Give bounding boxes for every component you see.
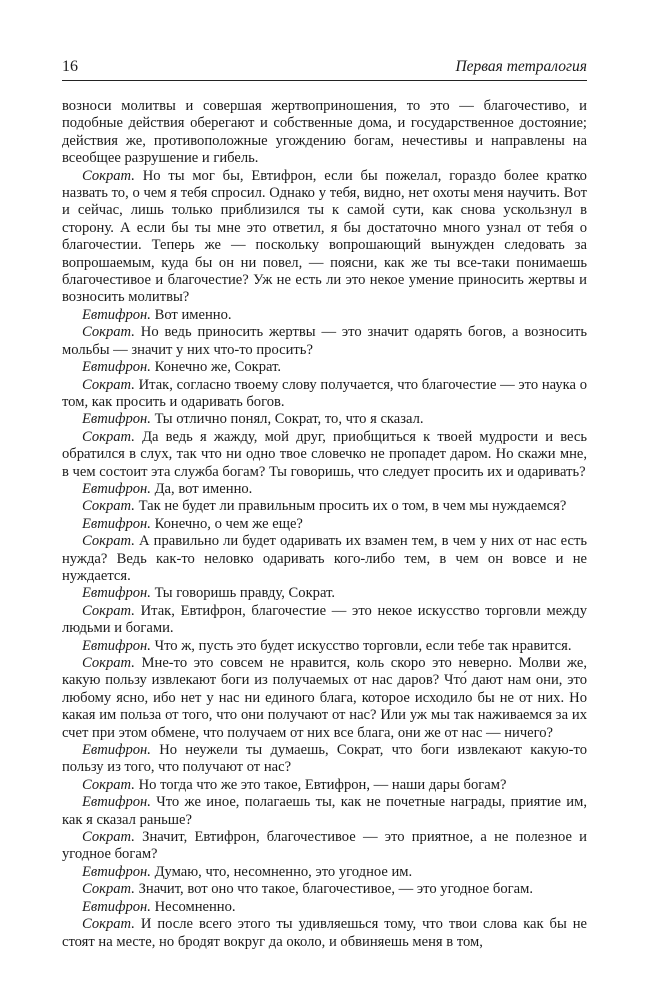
paragraph-text: Вот именно.	[154, 306, 232, 323]
paragraph-text: Да ведь я жажду, мой друг, приобщиться к твоей мудрости и весь обратился в слух, так что ни одно твое словечко не пропадет даром. Но скажи мне, в чем состоит эта служба богам? Ты говоришь, что следует просить их и одаривать?	[62, 428, 587, 480]
dialogue-paragraph	[62, 603, 587, 638]
paragraph-text: Ты говоришь правду, Сократ.	[154, 585, 336, 602]
paragraph-text: Что же иное, полагаешь ты, как не почетные награды, приятие им, как я сказал раньше?	[62, 794, 587, 828]
paragraph-text: Конечно же, Сократ.	[154, 359, 282, 376]
dialogue-paragraph	[62, 794, 587, 829]
paragraph-text: Но ты мог бы, Евтифрон, если бы пожелал, гораздо более кратко назвать то, о чем я тебя спросил. Однако у тебя, видно, нет охоты меня научить. Вот и сейчас, лишь только приблизился ты к самой сути, как снова ускользнул в сторону. А если бы ты мне это ответил, я бы достаточно много узнал от тебя о благочестии. Теперь же — поскольку вопрошающий вынужден следовать за вопрошаемым, куда бы он ни повел, — поясни, как же ты все-таки понимаешь благочестивое и благочестие? Уж не есть ли это некое умение приносить жертвы и возносить молитвы?	[62, 167, 587, 306]
dialogue-paragraph	[62, 742, 587, 777]
dialogue-paragraph	[62, 377, 587, 412]
running-head	[62, 56, 587, 81]
paragraph-text: Мне-то это совсем не нравится, коль скоро это неверно. Молви же, какую пользу извлекают боги из получаемых от нас даров? Что́ дают нам они, это любому ясно, ибо нет у нас ни единого блага, которое исходило бы не от них. Но какая им польза от того, что они получают от нас? Или уж мы так наживаемся за их счет при этом обмене, что получаем от них все блага, они же от нас — ничего?	[62, 655, 587, 741]
speaker-name: Сократ.	[82, 602, 135, 619]
dialogue-paragraph	[62, 411, 587, 428]
dialogue-paragraph	[62, 777, 587, 794]
speaker-name: Евтифрон.	[82, 480, 151, 497]
section-title: Первая тетралогия	[455, 58, 587, 75]
paragraph-text: Думаю, что, несомненно, это угодное им.	[154, 863, 413, 880]
dialogue-paragraph	[62, 638, 587, 655]
speaker-name: Евтифрон.	[82, 863, 151, 880]
paragraph-text: И после всего этого ты удивляешься тому, что твои слова как бы не стоят на месте, но бродят вокруг да около, и обвиняешь меня в том,	[62, 916, 587, 950]
page-number: 16	[62, 58, 78, 75]
dialogue-paragraph	[62, 324, 587, 359]
paragraph-text: Конечно, о чем же еще?	[154, 515, 303, 532]
speaker-name: Сократ.	[82, 533, 135, 550]
paragraph-text: Что ж, пусть это будет искусство торговли, если тебе так нравится.	[154, 637, 572, 654]
paragraph-text: Итак, Евтифрон, благочестие — это некое искусство торговли между людьми и богами.	[62, 602, 587, 637]
speaker-name: Сократ.	[82, 881, 135, 898]
speaker-name: Евтифрон.	[82, 306, 151, 323]
speaker-name: Сократ.	[82, 324, 135, 341]
dialogue-paragraph	[62, 533, 587, 585]
speaker-name: Сократ.	[82, 376, 135, 393]
paragraph-text: А правильно ли будет одаривать их взамен тем, в чем у них от нас есть нужда? Ведь как-то неловко одаривать кого-либо тем, в чем он вовсе и не нуждается.	[62, 533, 587, 584]
speaker-name: Сократ.	[82, 428, 135, 445]
dialogue-paragraph	[62, 899, 587, 916]
paragraph-text: возноси молитвы и совершая жертвоприношения, то это — благочестиво, и подобные действия оберегают и собственные дома, и государственное достояние; действия же, противоположные угождению богам, нечестивы и направлены на всеобщее разрушение и гибель.	[62, 98, 587, 167]
dialogue-paragraph	[62, 98, 587, 168]
dialogue-paragraph	[62, 585, 587, 602]
speaker-name: Евтифрон.	[82, 411, 151, 428]
paragraph-text: Значит, вот оно что такое, благочестивое, — это угодное богам.	[138, 881, 533, 898]
speaker-name: Сократ.	[82, 776, 135, 793]
speaker-name: Евтифрон.	[82, 515, 151, 532]
speaker-name: Евтифрон.	[82, 898, 151, 915]
dialogue-paragraph	[62, 168, 587, 307]
dialogue-paragraph	[62, 916, 587, 951]
paragraph-text: Но тогда что же это такое, Евтифрон, — наши дары богам?	[138, 776, 507, 793]
paragraph-text: Да, вот именно.	[154, 480, 253, 497]
speaker-name: Евтифрон.	[82, 637, 151, 654]
paragraph-text: Итак, согласно твоему слову получается, что благочестие — это наука о том, как просить и одаривать богов.	[62, 376, 587, 410]
dialogue-paragraph	[62, 481, 587, 498]
speaker-name: Сократ.	[82, 916, 135, 933]
speaker-name: Евтифрон.	[82, 585, 151, 602]
dialogue-paragraph	[62, 307, 587, 324]
dialogue-paragraph	[62, 881, 587, 898]
dialogue-paragraph	[62, 829, 587, 864]
speaker-name: Евтифрон.	[82, 742, 151, 759]
paragraph-text: Но ведь приносить жертвы — это значит одарять богов, а возносить мольбы — значит у них что-то просить?	[62, 324, 587, 358]
dialogue-paragraph	[62, 429, 587, 481]
speaker-name: Сократ.	[82, 829, 135, 846]
dialogue-paragraph	[62, 864, 587, 881]
dialogue-text	[62, 98, 587, 951]
speaker-name: Евтифрон.	[82, 359, 151, 376]
speaker-name: Евтифрон.	[82, 794, 151, 811]
paragraph-text: Значит, Евтифрон, благочестивое — это приятное, а не полезное и угодное богам?	[62, 829, 587, 863]
paragraph-text: Так не будет ли правильным просить их о том, в чем мы нуждаемся?	[138, 498, 567, 515]
dialogue-paragraph	[62, 498, 587, 515]
speaker-name: Сократ.	[82, 655, 135, 671]
dialogue-paragraph	[62, 655, 587, 742]
dialogue-paragraph	[62, 359, 587, 376]
speaker-name: Сократ.	[82, 167, 135, 184]
paragraph-text: Несомненно.	[154, 898, 236, 915]
dialogue-paragraph	[62, 516, 587, 533]
paragraph-text: Но неужели ты думаешь, Сократ, что боги извлекают какую-то пользу из того, что получают от нас?	[62, 742, 587, 776]
paragraph-text: Ты отлично понял, Сократ, то, что я сказал.	[154, 411, 424, 428]
speaker-name: Сократ.	[82, 498, 135, 515]
